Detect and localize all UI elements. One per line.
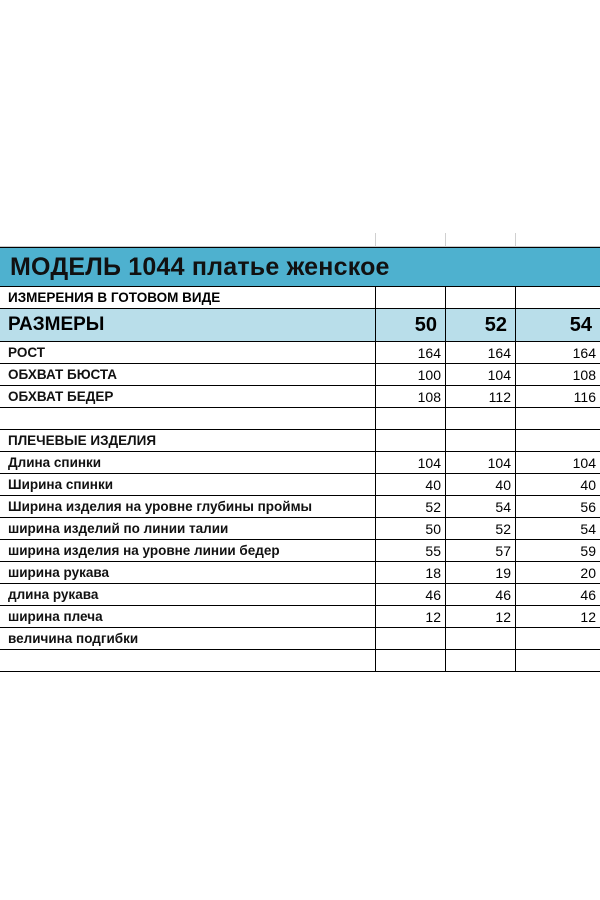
row-value: [516, 628, 600, 650]
blank-row: [0, 650, 600, 672]
row-value: 112: [446, 386, 516, 408]
table-row: [0, 496, 600, 518]
row-value: 12: [516, 606, 600, 628]
size-header: 54: [516, 309, 600, 342]
row-value: 12: [376, 606, 446, 628]
row-label: ОБХВАТ БЕДЕР: [0, 386, 376, 408]
row-value: 46: [376, 584, 446, 606]
empty-cell: [446, 233, 516, 247]
table-row: [0, 606, 600, 628]
row-label: Ширина спинки: [0, 474, 376, 496]
empty-cell: [516, 408, 600, 430]
table-subtitle: ИЗМЕРЕНИЯ В ГОТОВОМ ВИДЕ: [0, 287, 376, 309]
row-label: РОСТ: [0, 342, 376, 364]
empty-cell: [446, 430, 516, 452]
row-value: 108: [376, 386, 446, 408]
row-value: 116: [516, 386, 600, 408]
row-label: ширина рукава: [0, 562, 376, 584]
section-row: [0, 430, 600, 452]
row-value: 164: [446, 342, 516, 364]
empty-cell: [516, 430, 600, 452]
empty-cell: [376, 287, 446, 309]
row-label: ширина плеча: [0, 606, 376, 628]
table-title: МОДЕЛЬ 1044 платье женское: [10, 252, 390, 281]
row-label: ОБХВАТ БЮСТА: [0, 364, 376, 386]
row-value: 54: [516, 518, 600, 540]
row-value: 57: [446, 540, 516, 562]
table-row: [0, 584, 600, 606]
row-value: 104: [446, 452, 516, 474]
empty-cell: [376, 233, 446, 247]
empty-cell: [446, 650, 516, 672]
table-row: [0, 364, 600, 386]
row-value: 56: [516, 496, 600, 518]
empty-cell: [376, 650, 446, 672]
sizes-header-row: [0, 309, 600, 342]
row-label: длина рукава: [0, 584, 376, 606]
row-label: величина подгибки: [0, 628, 376, 650]
title-row: [0, 247, 600, 287]
empty-cell: [376, 430, 446, 452]
table-row: [0, 540, 600, 562]
row-label: Длина спинки: [0, 452, 376, 474]
row-value: [376, 628, 446, 650]
table-row: [0, 628, 600, 650]
row-value: 18: [376, 562, 446, 584]
row-value: 40: [516, 474, 600, 496]
empty-cell: [376, 408, 446, 430]
table-row: [0, 562, 600, 584]
row-value: 40: [446, 474, 516, 496]
row-value: 59: [516, 540, 600, 562]
row-value: 55: [376, 540, 446, 562]
empty-cell: [446, 408, 516, 430]
row-value: 40: [376, 474, 446, 496]
row-value: 46: [446, 584, 516, 606]
row-value: 100: [376, 364, 446, 386]
size-table: [0, 233, 600, 672]
empty-cell: [446, 287, 516, 309]
table-row: [0, 386, 600, 408]
table-row: [0, 342, 600, 364]
row-value: 108: [516, 364, 600, 386]
size-header: 52: [446, 309, 516, 342]
row-value: 12: [446, 606, 516, 628]
row-value: 164: [376, 342, 446, 364]
row-value: 54: [446, 496, 516, 518]
row-label: ширина изделий по линии талии: [0, 518, 376, 540]
row-value: 19: [446, 562, 516, 584]
row-value: [446, 628, 516, 650]
subtitle-row: [0, 287, 600, 309]
empty-cell: [516, 233, 600, 247]
table-row: [0, 518, 600, 540]
row-value: 50: [376, 518, 446, 540]
row-value: 164: [516, 342, 600, 364]
blank-row: [0, 408, 600, 430]
row-value: 104: [376, 452, 446, 474]
size-header: 50: [376, 309, 446, 342]
row-value: 52: [446, 518, 516, 540]
row-value: 46: [516, 584, 600, 606]
row-label: ширина изделия на уровне линии бедер: [0, 540, 376, 562]
empty-cell: [516, 287, 600, 309]
empty-cell: [0, 408, 376, 430]
row-label: Ширина изделия на уровне глубины проймы: [0, 496, 376, 518]
empty-cell: [516, 650, 600, 672]
row-value: 20: [516, 562, 600, 584]
table-row: [0, 452, 600, 474]
row-value: 104: [516, 452, 600, 474]
table-row: [0, 474, 600, 496]
row-value: 52: [376, 496, 446, 518]
top-gridline-row: [0, 233, 600, 247]
empty-cell: [0, 233, 376, 247]
empty-cell: [0, 650, 376, 672]
row-value: 104: [446, 364, 516, 386]
section-label: ПЛЕЧЕВЫЕ ИЗДЕЛИЯ: [0, 430, 376, 452]
sizes-label: РАЗМЕРЫ: [0, 309, 376, 342]
